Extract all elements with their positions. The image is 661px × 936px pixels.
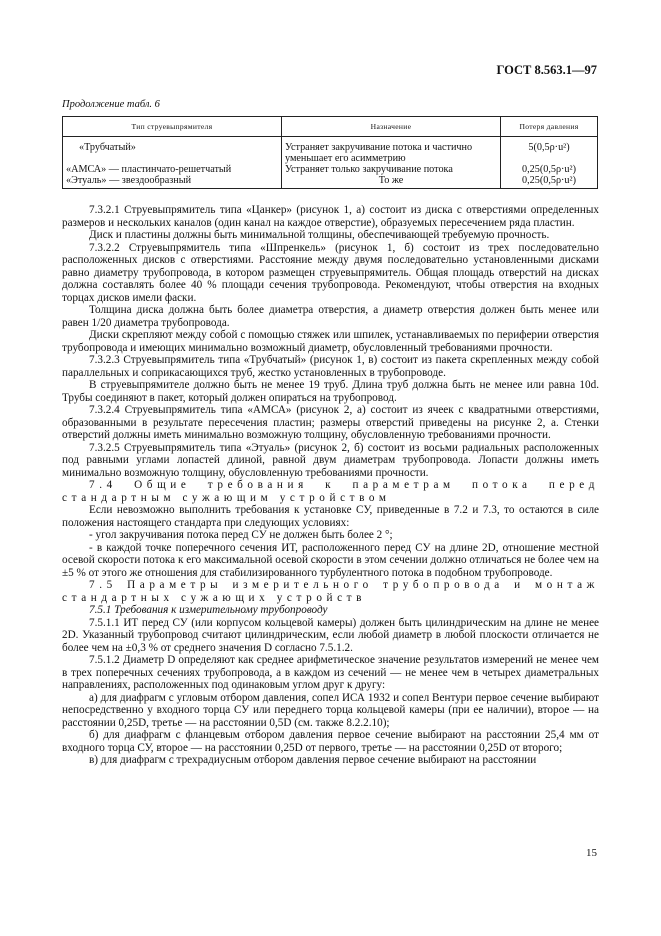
cell-loss: 0,25(0,5ρ·u²) (522, 164, 576, 175)
document-header: ГОСТ 8.563.1—97 (496, 63, 597, 77)
page-number: 15 (586, 847, 597, 859)
paragraph: В струевыпрямителе должно быть не менее 19 труб. Длина труб должна быть не менее или равна 10d. Трубы соединяют в пакет, который должен опираться на трубопровод. (62, 379, 599, 404)
paragraph: 7.5.1.2 Диаметр D определяют как среднее арифметическое значение результатов измерений не менее чем в трех поперечных сечениях трубопровода, а в каждом из сечений — не менее чем в четырех диаметральных направлениях, расположенных под одинаковым углом друг к другу: (62, 654, 599, 691)
cell-type: «Этуаль» — звездообразный (63, 175, 282, 189)
paragraph: 7.3.2.1 Струевыпрямитель типа «Цанкер» (рисунок 1, а) состоит из диска с отверстиями определенных размеров и нескольких каналов (один канал на каждое отверстие), образуемых пересечением ряда пластин. (62, 204, 599, 229)
table-row (63, 175, 598, 189)
body-text (62, 204, 599, 767)
list-item: - угол закручивания потока перед СУ не должен быть более 2 °; (89, 529, 393, 541)
paragraph: 7.5.1.1 ИТ перед СУ (или корпусом кольцевой камеры) должен быть цилиндрическим на длине не менее 2D. Указанный трубопровод считают цилиндрическим, если любой диаметр в любой плоскости отличается не более чем на ±0,3 % от среднего значения D согласно 7.5.1.2. (62, 616, 599, 654)
paragraph: Диск и пластины должны быть минимальной толщины, обеспечивающей требуемую прочность. (89, 229, 550, 241)
column-header-loss: Потеря давления (501, 117, 598, 137)
cell-type: «Трубчатый» (63, 137, 282, 165)
list-item: а) для диафрагм с угловым отбором давления, сопел ИСА 1932 и сопел Вентури первое сечение выбирают непосредственно у входного торца СУ или переднего торца кольцевой камеры (при ее наличии), второе — на расстоянии 0,25D, третье — на расстоянии 0,5D (см. также 8.2.2.10); (62, 691, 599, 729)
list-item: б) для диафрагм с фланцевым отбором давления первое сечение выбирают на расстоянии 25,4 мм от входного торца СУ, второе — на расстоянии 0,25D от первого, третье — на расстоянии 0,25D от второго; (62, 729, 599, 754)
column-header-type: Тип струевыпрямителя (63, 117, 282, 137)
paragraph: Толщина диска должна быть более диаметра отверстия, а диаметр отверстия должен быть менее или равен 1/20 диаметра трубопровода. (62, 304, 599, 329)
list-item: в) для диафрагм с трехрадиусным отбором давления первое сечение выбирают на расстоянии (89, 754, 537, 766)
table-caption: Продолжение табл. 6 (62, 99, 160, 110)
paragraph: 7.3.2.3 Струевыпрямитель типа «Трубчатый» (рисунок 1, в) состоит из пакета скрепленных между собой параллельных и соприкасающихся труб, жестко установленных в трубопроводе. (62, 354, 599, 379)
section-heading: 7.4 Общие требования к параметрам потока перед стандартным сужающим устройством (62, 479, 599, 504)
table-row (63, 137, 598, 165)
list-item: - в каждой точке поперечного сечения ИТ, расположенного перед СУ на длине 2D, отношение местной осевой скорости потока к его максимальной осевой скорости в этом сечении должно отличаться не более чем на ±5 % от этого же отношения для стабилизированного турбулентного потока в подобном трубопроводе. (62, 541, 599, 579)
paragraph: 7.3.2.4 Струевыпрямитель типа «АМСА» (рисунок 2, а) состоит из ячеек с квадратными отверстиями, образованными в результате пересечения пластин; размеры отверстий приведены на рисунке 2, а. Стенки отверстий должны иметь минимально возможную толщину, обусловленную требованиями прочности. (62, 404, 599, 441)
paragraph: 7.3.2.5 Струевыпрямитель типа «Этуаль» (рисунок 2, б) состоит из восьми радиальных расположенных под равными углами лопастей длиной, равной двум диаметрам трубопровода. Лопасти должны иметь минимально возможную толщину, обусловленную требованиями прочности. (62, 441, 599, 479)
paragraph: 7.3.2.2 Струевыпрямитель типа «Шпренкель» (рисунок 1, б) состоит из трех последовательно расположенных дисков с отверстиями. Расстояние между двумя последовательно установленными дисками равно диаметру трубопровода, в котором размещен струевыпрямитель. Общая площадь отверстий на дисках должна составлять более 40 % площади сечения трубопровода. Рекомендуют, чтобы отверстия на входных торцах дисков имели фаски. (62, 241, 599, 304)
paragraph: Диски скрепляют между собой с помощью стяжек или шпилек, устанавливаемых по периферии отверстия трубопровода и имеющих минимально возможный диаметр, обусловленный требованиями прочности. (62, 329, 599, 354)
section-heading: 7.5 Параметры измерительного трубопровода и монтаж стандартных сужающих устройств (62, 579, 599, 604)
cell-type: «АМСА» — пластинчато-решетчатый (63, 164, 282, 175)
cell-purpose: Устраняет закручивание потока и частично уменьшает его асимметрию (282, 137, 501, 165)
cell-purpose: Устраняет только закручивание потока (282, 164, 501, 175)
paragraph: Если невозможно выполнить требования к установке СУ, приведенные в 7.2 и 7.3, то остаются в силе положения настоящего стандарта при следующих условиях: (62, 504, 599, 529)
cell-loss: 0,25(0,5ρ·u²) (522, 175, 576, 186)
table-row (63, 164, 598, 175)
column-header-purpose: Назначение (282, 117, 501, 137)
cell-loss: 5(0,5ρ·u²) (528, 142, 570, 153)
subsection-heading: 7.5.1 Требования к измерительному трубопроводу (89, 604, 328, 616)
cell-purpose: То же (282, 175, 501, 189)
table-6 (62, 116, 598, 189)
